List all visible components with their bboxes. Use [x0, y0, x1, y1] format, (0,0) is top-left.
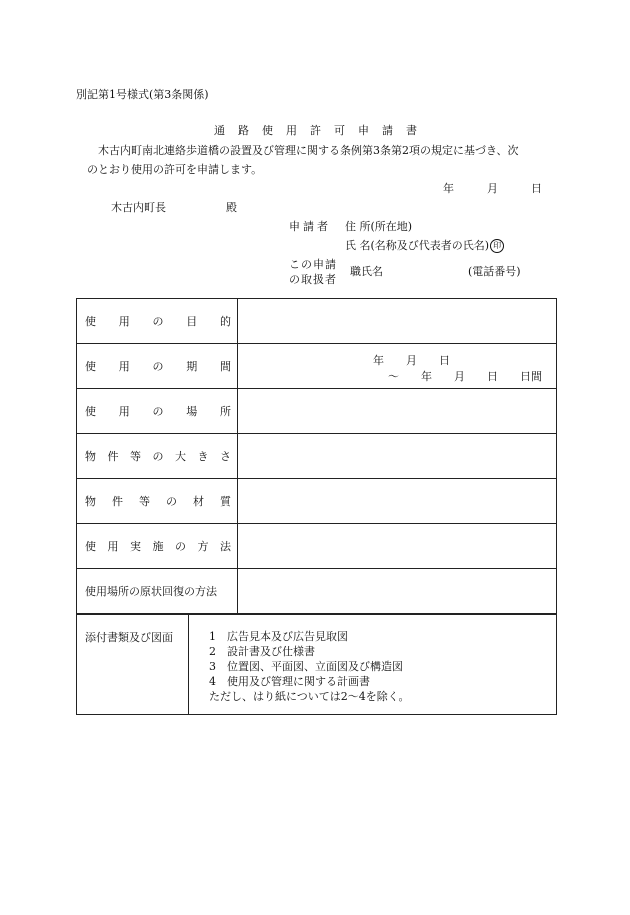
label-char: 等 [130, 450, 141, 463]
period-end: ～ 年 月 日 日間 [388, 370, 542, 383]
label-char: 等 [139, 495, 150, 508]
row-label [77, 389, 238, 434]
label-char: 使 [85, 360, 96, 373]
attachments-list [189, 615, 557, 715]
label-purpose [77, 313, 237, 329]
label-char: 場 [186, 405, 198, 418]
label-material [77, 493, 237, 509]
row-label [77, 299, 238, 344]
addressee [111, 199, 237, 215]
label-char: の [152, 405, 164, 418]
label-char: 使 [85, 315, 96, 328]
label-char: の [152, 315, 164, 328]
label-char: の [152, 450, 164, 463]
period-start: 年 月 日 [373, 354, 450, 367]
label-char: 件 [107, 450, 119, 463]
list-item: ただし、はり紙については2～4を除く。 [209, 690, 410, 703]
label-char: 物 [85, 495, 96, 508]
label-restoration: 使用場所の原状回復の方法 [85, 585, 217, 598]
label-char: 所 [220, 405, 231, 418]
label-char: 物 [85, 450, 96, 463]
addressee-name: 木古内町長 [111, 201, 166, 214]
label-char: 用 [107, 540, 119, 553]
body-text [76, 141, 556, 179]
value-purpose[interactable] [238, 299, 557, 344]
body-line-1: 木古内町南北連絡歩道橋の設置及び管理に関する条例第3条第2項の規定に基づき、次 [98, 144, 519, 157]
handler-label-1: この申請 [289, 258, 337, 271]
label-char: 施 [152, 540, 164, 553]
table-row [77, 389, 557, 434]
label-period [77, 358, 237, 374]
list-item: 1 広告見本及び広告見取図 [209, 630, 348, 643]
application-table [76, 298, 557, 614]
label-char: の [166, 495, 177, 508]
label-char: 実 [130, 540, 141, 553]
value-period[interactable] [238, 344, 557, 389]
applicant-label: 申請者 [289, 220, 331, 233]
date-month: 月 [487, 182, 498, 195]
label-char: 質 [220, 495, 231, 508]
label-char: 方 [197, 540, 209, 553]
label-char: の [152, 360, 164, 373]
row-label [77, 479, 238, 524]
name-label-text: 氏 名(名称及び代表者の氏名) [345, 239, 490, 252]
honorific: 殿 [226, 201, 237, 214]
table-row [77, 344, 557, 389]
row-label [77, 569, 238, 614]
table-row [77, 524, 557, 569]
label-char: 大 [175, 450, 186, 463]
label-char: 的 [220, 315, 231, 328]
row-label [77, 524, 238, 569]
value-material[interactable] [238, 479, 557, 524]
label-char: 用 [118, 405, 130, 418]
row-label [77, 344, 238, 389]
label-char: 用 [118, 360, 130, 373]
list-item: 4 使用及び管理に関する計画書 [209, 675, 370, 688]
attachments-label-cell [77, 615, 189, 715]
table-row [77, 434, 557, 479]
body-line-2: のとおり使用の許可を申請します。 [87, 163, 263, 176]
list-item: 3 位置図、平面図、立面図及び構造図 [209, 660, 403, 673]
label-size [77, 448, 237, 464]
table-row [77, 615, 557, 715]
list-item: 2 設計書及び仕様書 [209, 645, 315, 658]
phone-label: (電話番号) [468, 265, 521, 278]
label-char: 件 [112, 495, 123, 508]
label-char: 使 [85, 405, 96, 418]
value-method[interactable] [238, 524, 557, 569]
address-label: 住 所(所在地) [345, 220, 413, 233]
value-size[interactable] [238, 434, 557, 479]
row-label [77, 434, 238, 479]
seal-mark: 印 [490, 239, 504, 253]
label-char: 間 [220, 360, 231, 373]
value-restoration[interactable] [238, 569, 557, 614]
label-char: 期 [186, 360, 198, 373]
label-char: き [197, 450, 209, 463]
label-method [77, 538, 237, 554]
date-day: 日 [531, 182, 542, 195]
page-title: 通路使用許可申請書 [214, 124, 430, 137]
name-label [345, 237, 504, 253]
table-row [77, 299, 557, 344]
label-char: 材 [193, 495, 204, 508]
table-row [77, 479, 557, 524]
date-year: 年 [443, 182, 454, 195]
handler-label-2: の取扱者 [289, 273, 337, 286]
table-row [77, 569, 557, 614]
date-line [443, 180, 542, 196]
label-char: の [175, 540, 186, 553]
label-char: さ [220, 450, 231, 463]
form-number: 別記第1号様式(第3条関係) [76, 88, 209, 101]
staff-name-label: 職氏名 [350, 265, 383, 278]
label-place [77, 403, 237, 419]
label-char: 用 [118, 315, 130, 328]
label-char: 法 [220, 540, 231, 553]
attachments-table [76, 614, 557, 715]
label-char: 使 [85, 540, 96, 553]
value-place[interactable] [238, 389, 557, 434]
attachments-label: 添付書類及び図面 [85, 631, 173, 644]
label-char: 目 [186, 315, 198, 328]
